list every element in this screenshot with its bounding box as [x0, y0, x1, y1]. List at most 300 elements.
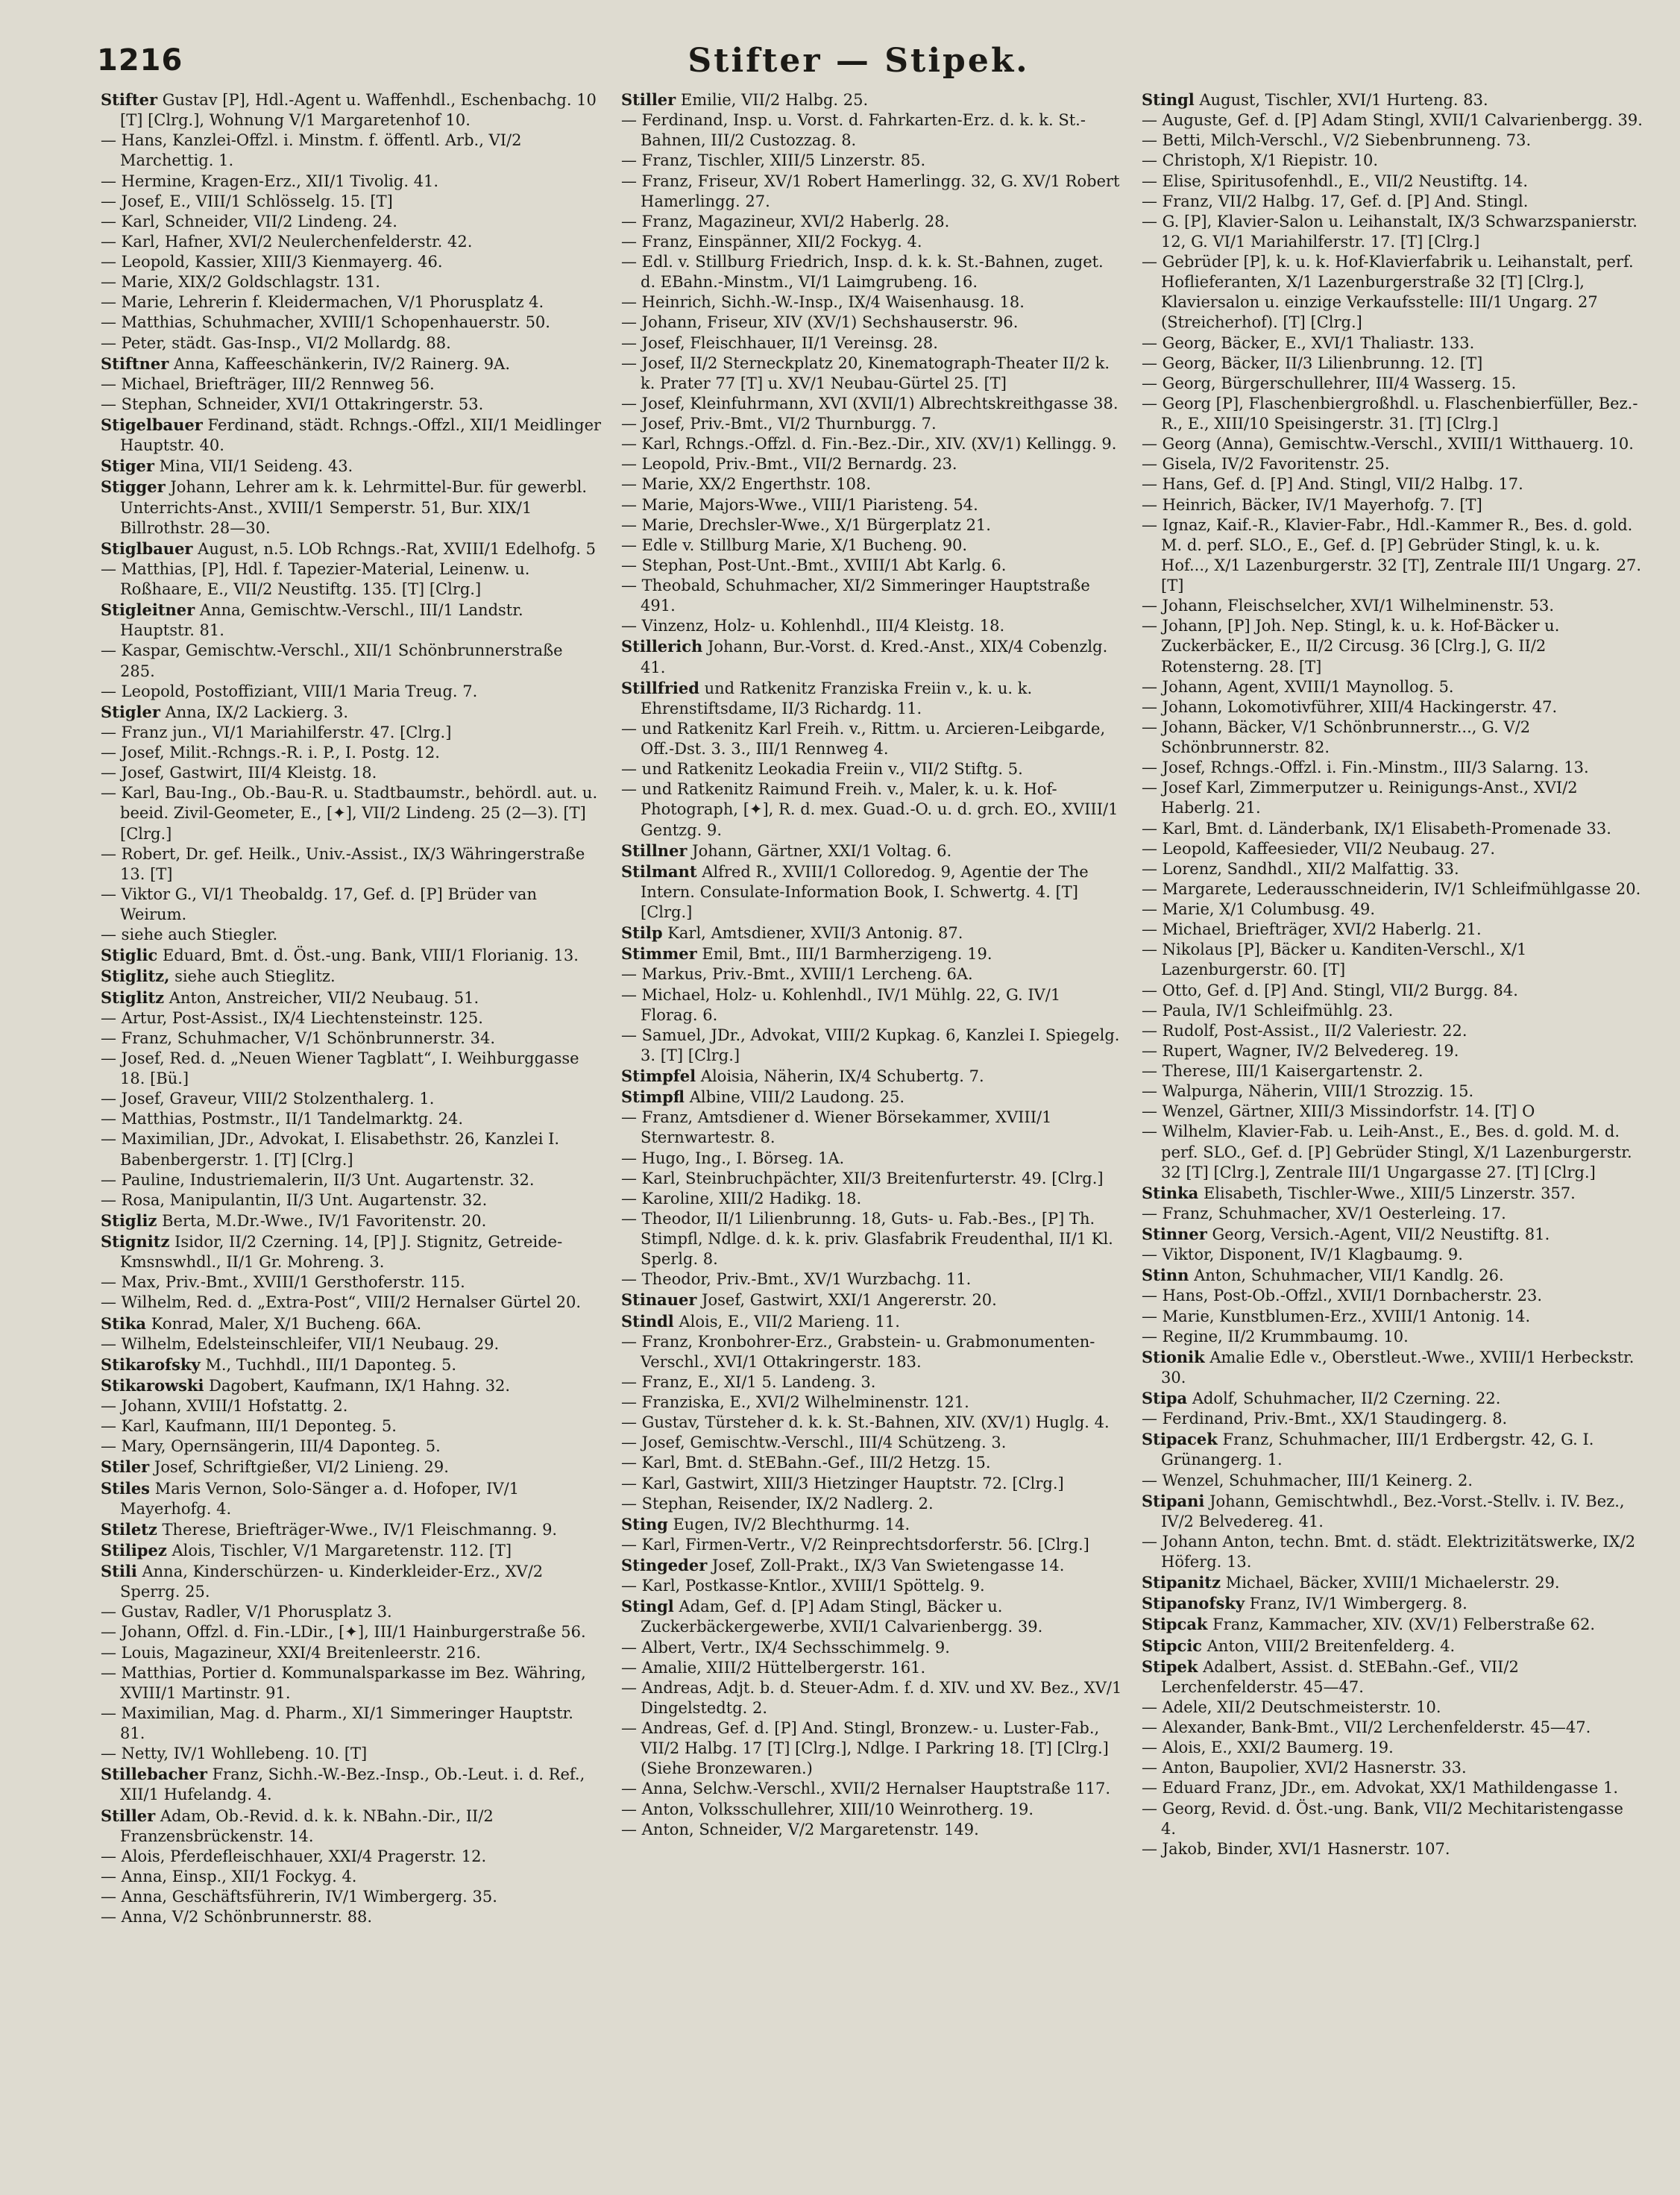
directory-entry: [621, 252, 1122, 292]
directory-entry: [101, 1643, 602, 1663]
entry-text: Adam, Gef. d. [P] Adam Stingl, Bäcker u. Zuckerbäckergewerbe, XVII/1 Calvarienbergg. 39.: [641, 1598, 1043, 1636]
entry-text: — Anna, Einsp., XII/1 Fockyg. 4.: [101, 1867, 357, 1885]
directory-entry: [101, 1190, 602, 1210]
entry-text: — G. [P], Klavier-Salon u. Leihanstalt, IX/3 Schwarzspanierstr. 12, G. VI/1 Mariahilferstr. 17. [T] [Clrg.]: [1142, 212, 1637, 251]
directory-entry: [1142, 697, 1643, 717]
entry-text: — siehe auch Stiegler.: [101, 926, 278, 944]
entry-text: — Anton, Volksschullehrer, XIII/10 Weinrotherg. 19.: [621, 1800, 1034, 1818]
entry-surname: Stilp: [621, 923, 663, 943]
directory-entry: [101, 1416, 602, 1436]
directory-entry: [101, 1561, 602, 1602]
entry-text: M., Tuchhdl., III/1 Daponteg. 5.: [200, 1355, 457, 1374]
directory-entry: [621, 1535, 1122, 1555]
directory-entry: [101, 1210, 602, 1231]
directory-entry: [1142, 1041, 1643, 1061]
directory-entry: [621, 678, 1122, 719]
directory-entry: [101, 702, 602, 723]
directory-entry: [621, 232, 1122, 252]
entry-text: — Nikolaus [P], Bäcker u. Kanditen-Verschl., X/1 Lazenburgerstr. 60. [T]: [1142, 941, 1527, 979]
entry-text: — Therese, III/1 Kaisergartenstr. 2.: [1142, 1062, 1423, 1080]
entry-text: — Leopold, Kassier, XIII/3 Kienmayerg. 46.: [101, 253, 443, 271]
directory-entry: [101, 1519, 602, 1540]
directory-entry: [621, 1658, 1122, 1678]
directory-entry: [101, 1847, 602, 1867]
entry-text: Dagobert, Kaufmann, IX/1 Hahng. 32.: [204, 1376, 511, 1395]
directory-entry: [101, 1231, 602, 1272]
entry-text: Aloisia, Näherin, IX/4 Schubertg. 7.: [696, 1067, 984, 1085]
directory-entry: [101, 90, 602, 131]
entry-text: Anton, Schuhmacher, VII/1 Kandlg. 26.: [1189, 1266, 1504, 1285]
entry-text: — Karl, Schneider, VII/2 Lindeng. 24.: [101, 212, 397, 230]
directory-entry: [621, 110, 1122, 151]
directory-entry: [101, 783, 602, 844]
entry-text: Therese, Briefträger-Wwe., IV/1 Fleischmanng. 9.: [157, 1520, 558, 1539]
entry-text: — Josef, Kleinfuhrmann, XVI (XVII/1) Albrechtskreithgasse 38.: [621, 394, 1119, 412]
entry-text: — Josef, Rchngs.-Offzl. i. Fin.-Minstm., III/3 Salarng. 13.: [1142, 759, 1589, 777]
entry-text: Eduard, Bmt. d. Öst.-ung. Bank, VIII/1 Florianig. 13.: [157, 946, 579, 965]
directory-entry: [1142, 131, 1643, 151]
directory-entry: [101, 232, 602, 252]
entry-text: Alois, Tischler, V/1 Margaretenstr. 112. [T]: [166, 1541, 512, 1560]
entry-text: — Mary, Opernsängerin, III/4 Daponteg. 5.: [101, 1437, 441, 1456]
entry-surname: Stingl: [1142, 90, 1195, 109]
entry-text: Johann, Gemischtwhdl., Bez.-Vorst.-Stellv. i. IV. Bez., IV/2 Belvedereg. 41.: [1161, 1492, 1625, 1530]
directory-entry: [621, 1209, 1122, 1269]
directory-entry: [101, 192, 602, 212]
entry-text: — Marie, Lehrerin f. Kleidermachen, V/1 Phorusplatz 4.: [101, 293, 544, 312]
directory-entry: [621, 636, 1122, 677]
directory-entry: [621, 1576, 1122, 1596]
directory-entry: [101, 1272, 602, 1293]
directory-entry: [101, 1887, 602, 1907]
entry-text: — Matthias, Portier d. Kommunalsparkasse im Bez. Währing, XVIII/1 Martinstr. 91.: [101, 1663, 586, 1702]
entry-text: Maris Vernon, Solo-Sänger a. d. Hofoper, IV/1 Mayerhofg. 4.: [120, 1479, 520, 1518]
entry-text: — Karoline, XIII/2 Hadikg. 18.: [621, 1189, 862, 1208]
entry-surname: Stiglitz: [101, 987, 165, 1007]
directory-entry: [621, 616, 1122, 636]
entry-text: — Johann, Fleischselcher, XVI/1 Wilhelminenstr. 53.: [1142, 597, 1555, 615]
directory-entry: [621, 454, 1122, 474]
entry-text: — Karl, Hafner, XVI/2 Neulerchenfelderstr. 42.: [101, 232, 473, 251]
entry-text: — Rudolf, Post-Assist., II/2 Valeriestr. 22.: [1142, 1021, 1467, 1040]
entry-text: — Josef Karl, Zimmerputzer u. Reinigungs-Anst., XVI/2 Haberlg. 21.: [1142, 779, 1578, 817]
entry-text: — Karl, Firmen-Vertr., V/2 Reinprechtsdorferstr. 56. [Clrg.]: [621, 1535, 1089, 1554]
entry-text: — Karl, Bmt. d. Länderbank, IX/1 Elisabeth-Promenade 33.: [1142, 819, 1611, 838]
directory-entry: [1142, 495, 1643, 515]
directory-entry: [1142, 192, 1643, 212]
entry-text: Anna, IX/2 Lackierg. 3.: [160, 703, 349, 721]
directory-entry: [101, 945, 602, 966]
directory-entry: [1142, 1532, 1643, 1572]
directory-entry: [101, 1109, 602, 1129]
directory-entry: [1142, 1307, 1643, 1327]
directory-entry: [1142, 859, 1643, 879]
directory-entry: [621, 212, 1122, 232]
entry-text: — Stephan, Reisender, IX/2 Nadlerg. 2.: [621, 1494, 934, 1513]
entry-text: — Ignaz, Kaif.-R., Klavier-Fabr., Hdl.-Kammer R., Bes. d. gold. M. d. perf. SLO., E., Gef. d. [P] Gebrüder Stingl, k. u. k. Hof..., X/1 Lazenburgerstr. 32 [T], Zentrale III/1 Ungarg. 27. [T]: [1142, 515, 1642, 594]
entry-text: — Josef, E., VIII/1 Schlösselg. 15. [T]: [101, 192, 393, 210]
entry-text: Georg, Versich.-Agent, VII/2 Neustiftg. 81.: [1206, 1225, 1550, 1243]
directory-entry: [621, 1087, 1122, 1108]
directory-entry: [101, 844, 602, 885]
directory-entry: [621, 1453, 1122, 1473]
entry-text: — Albert, Vertr., IX/4 Sechsschimmelg. 9.: [621, 1638, 950, 1657]
directory-entry: [101, 1602, 602, 1622]
directory-entry: [1142, 333, 1643, 354]
entry-text: — Hans, Kanzlei-Offzl. i. Minstm. f. öffentl. Arb., VI/2 Marchettig. 1.: [101, 131, 522, 170]
directory-entry: [621, 964, 1122, 985]
directory-entry: [621, 90, 1122, 110]
directory-entry: [101, 1703, 602, 1744]
directory-entry: [621, 313, 1122, 333]
directory-entry: [101, 682, 602, 702]
entry-text: — Karl, Bmt. d. StEBahn.-Gef., III/2 Hetzg. 15.: [621, 1454, 991, 1472]
directory-entry: [1142, 616, 1643, 676]
entry-text: — Josef, Gastwirt, III/4 Kleistg. 18.: [101, 764, 377, 782]
entry-text: — Rosa, Manipulantin, II/3 Unt. Augartenstr. 32.: [101, 1190, 488, 1209]
directory-entry: [101, 395, 602, 415]
directory-entry: [101, 723, 602, 743]
directory-entry: [101, 885, 602, 925]
directory-entry: [621, 1290, 1122, 1310]
entry-surname: Stionik: [1142, 1347, 1205, 1366]
entry-text: — Heinrich, Bäcker, IV/1 Mayerhofg. 7. [T]: [1142, 495, 1482, 514]
entry-text: — Josef, Priv.-Bmt., VI/2 Thurnburgg. 7.: [621, 415, 937, 433]
entry-text: — Johann, XVIII/1 Hofstattg. 2.: [101, 1397, 348, 1415]
entry-text: — Georg [P], Flaschenbiergroßhdl. u. Flaschenbierfüller, Bez.-R., E., XIII/10 Speisingerstr. 31. [T] [Clrg.]: [1142, 394, 1638, 433]
entry-text: — Peter, städt. Gas-Insp., VI/2 Mollardg. 88.: [101, 333, 451, 352]
entry-text: — Wilhelm, Klavier-Fab. u. Leih-Anst., E., Bes. d. gold. M. d. perf. SLO., Gef. d. [P] Gebrüder Stingl, X/1 Lazenburgerstr. 32 [T] [Clrg.], Zentrale III/1 Ungargasse 27. [T] [Clrg.]: [1142, 1122, 1632, 1181]
directory-entry: [101, 1663, 602, 1703]
entry-text: — Theobald, Schuhmacher, XI/2 Simmeringer Hauptstraße 491.: [621, 577, 1090, 615]
entry-text: — Christoph, X/1 Riepistr. 10.: [1142, 151, 1379, 170]
directory-entry: [101, 1049, 602, 1089]
directory-entry: [1142, 1061, 1643, 1081]
entry-text: — Ferdinand, Priv.-Bmt., XX/1 Staudingerg. 8.: [1142, 1410, 1508, 1428]
entry-text: — Netty, IV/1 Wohllebeng. 10. [T]: [101, 1745, 368, 1763]
entry-text: — Marie, XX/2 Engerthstr. 108.: [621, 475, 872, 494]
entry-text: — Artur, Post-Assist., IX/4 Liechtensteinstr. 125.: [101, 1008, 483, 1027]
entry-text: Emilie, VII/2 Halbg. 25.: [676, 91, 869, 109]
entry-text: — Regine, II/2 Krummbaumg. 10.: [1142, 1327, 1409, 1345]
entry-text: — Walpurga, Näherin, VIII/1 Strozzig. 15.: [1142, 1082, 1474, 1101]
entry-text: — Franz, Schuhmacher, V/1 Schönbrunnerstr. 34.: [101, 1029, 496, 1047]
entry-text: — Karl, Kaufmann, III/1 Deponteg. 5.: [101, 1417, 397, 1436]
directory-entry: [1142, 717, 1643, 758]
entry-text: — Anna, Geschäftsführerin, IV/1 Wimbergerg. 35.: [101, 1888, 497, 1906]
entry-text: Konrad, Maler, X/1 Bucheng. 66A.: [146, 1314, 422, 1333]
entry-text: — Franz, E., XI/1 5. Landeng. 3.: [621, 1372, 876, 1391]
directory-entry: [621, 1638, 1122, 1658]
entry-text: — Edle v. Stillburg Marie, X/1 Bucheng. 90.: [621, 536, 968, 554]
directory-entry: [101, 1354, 602, 1375]
directory-entry: [101, 1806, 602, 1847]
entry-surname: Stignitz: [101, 1232, 170, 1251]
entry-surname: Stiller: [101, 1806, 156, 1825]
directory-entry: [101, 354, 602, 374]
directory-entry: [101, 333, 602, 354]
entry-text: Elisabeth, Tischler-Wwe., XIII/5 Linzerstr. 357.: [1198, 1184, 1576, 1202]
directory-entry: [1142, 1593, 1643, 1614]
entry-surname: Stipcic: [1142, 1636, 1203, 1655]
entry-text: Adam, Ob.-Revid. d. k. k. NBahn.-Dir., II/2 Franzensbrückenstr. 14.: [120, 1806, 494, 1845]
directory-entry: [1142, 1122, 1643, 1182]
directory-entry: [101, 1764, 602, 1805]
entry-surname: Stimpfl: [621, 1087, 685, 1107]
directory-entry: [1142, 1286, 1643, 1306]
directory-entry: [621, 292, 1122, 313]
entry-text: — Karl, Postkasse-Kntlor., XVIII/1 Spöttelg. 9.: [621, 1577, 985, 1595]
directory-entry: [621, 1779, 1122, 1799]
directory-entry: [101, 313, 602, 333]
directory-column-2: [621, 90, 1122, 2163]
directory-entry: [1142, 1388, 1643, 1409]
entry-text: — Otto, Gef. d. [P] And. Stingl, VII/2 Burgg. 84.: [1142, 981, 1518, 999]
directory-entry: [1142, 1839, 1643, 1859]
directory-entry: [1142, 90, 1643, 110]
directory-entry: [101, 1867, 602, 1887]
directory-entry: [621, 414, 1122, 434]
entry-text: Johann, Lehrer am k. k. Lehrmittel-Bur. für gewerbl. Unterrichts-Anst., XVIII/1 Semperstr. 51, Bur. XIX/1 Billrothstr. 28—30.: [120, 478, 588, 537]
entry-text: — Pauline, Industriemalerin, II/3 Unt. Augartenstr. 32.: [101, 1170, 535, 1189]
entry-text: Josef, Gastwirt, XXI/1 Angererstr. 20.: [696, 1291, 997, 1310]
entry-text: — Leopold, Priv.-Bmt., VII/2 Bernardg. 23.: [621, 455, 957, 474]
entry-text: — Alexander, Bank-Bmt., VII/2 Lerchenfelderstr. 45—47.: [1142, 1718, 1591, 1736]
entry-text: — Samuel, JDr., Advokat, VIII/2 Kupkag. 6, Kanzlei I. Spiegelg. 3. [T] [Clrg.]: [621, 1026, 1120, 1064]
entry-surname: Stingeder: [621, 1556, 708, 1574]
entry-text: — Josef, II/2 Sterneckplatz 20, Kinematograph-Theater II/2 k. k. Prater 77 [T] u. XV/1 Neubau-Gürtel 25. [T]: [621, 354, 1110, 392]
entry-text: — Georg, Bäcker, II/3 Lilienbrunng. 12. [T]: [1142, 354, 1483, 372]
entry-text: — Wilhelm, Edelsteinschleifer, VII/1 Neubaug. 29.: [101, 1334, 500, 1353]
directory-entry: [101, 1293, 602, 1313]
directory-entry: [621, 985, 1122, 1026]
entry-text: — Johann, Lokomotivführer, XIII/4 Hackingerstr. 47.: [1142, 697, 1558, 716]
entry-text: — Johann, Friseur, XIV (XV/1) Sechshauserstr. 96.: [621, 313, 1019, 332]
entry-text: — Michael, Holz- u. Kohlenhdl., IV/1 Mühlg. 22, G. IV/1 Florag. 6.: [621, 985, 1061, 1024]
entry-surname: Stinauer: [621, 1290, 697, 1310]
entry-text: Alois, E., VII/2 Marieng. 11.: [673, 1312, 900, 1331]
entry-text: Franz, Sichh.-W.-Bez.-Insp., Ob.-Leut. i. d. Ref., XII/1 Hufelandg. 4.: [120, 1765, 585, 1804]
entry-surname: Stikarowski: [101, 1375, 204, 1395]
entry-surname: Stillebacher: [101, 1765, 207, 1784]
entry-text: — Betti, Milch-Verschl., V/2 Siebenbrunneng. 73.: [1142, 131, 1532, 150]
entry-text: — Gustav, Türsteher d. k. k. St.-Bahnen, XIV. (XV/1) Huglg. 4.: [621, 1413, 1110, 1432]
directory-entry: [101, 1457, 602, 1478]
entry-surname: Stipek: [1142, 1657, 1198, 1676]
directory-entry: [101, 415, 602, 456]
directory-column-1: [101, 90, 602, 2163]
directory-entry: [1142, 1738, 1643, 1758]
entry-text: — Anton, Schneider, V/2 Margaretenstr. 149.: [621, 1820, 979, 1838]
directory-entry: [1142, 940, 1643, 980]
directory-entry: [101, 1334, 602, 1354]
directory-entry: [621, 1269, 1122, 1290]
entry-text: — Marie, Drechsler-Wwe., X/1 Bürgerplatz 21.: [621, 515, 991, 534]
directory-entry: [1142, 1183, 1643, 1204]
entry-text: — Stephan, Post-Unt.-Bmt., XVIII/1 Abt Karlg. 6.: [621, 556, 1007, 574]
entry-text: — Max, Priv.-Bmt., XVIII/1 Gersthoferstr. 115.: [101, 1273, 465, 1292]
directory-entry: [1142, 1081, 1643, 1102]
directory-entry: [621, 172, 1122, 212]
directory-entry: [1142, 758, 1643, 778]
directory-entry: [621, 1820, 1122, 1840]
entry-surname: Stilmant: [621, 861, 697, 881]
entry-text: — Karl, Bau-Ing., Ob.-Bau-R. u. Stadtbaumstr., behördl. aut. u. beeid. Zivil-Geometer, E., [✦], VII/2 Lindeng. 25 (2—3). [T] [Clrg.]: [101, 784, 598, 843]
directory-entry: [1142, 434, 1643, 454]
entry-text: — Georg, Bürgerschullehrer, III/4 Wasserg. 15.: [1142, 374, 1517, 392]
page-number: 1216: [97, 43, 183, 78]
entry-text: — Johann Anton, techn. Bmt. d. städt. Elektrizitätswerke, IX/2 Höferg. 13.: [1142, 1532, 1636, 1571]
entry-text: Franz, IV/1 Wimbergerg. 8.: [1245, 1595, 1467, 1613]
directory-columns: [101, 90, 1643, 2163]
entry-text: — Heinrich, Sichh.-W.-Insp., IX/4 Waisenhausg. 18.: [621, 293, 1025, 312]
entry-surname: Stinn: [1142, 1266, 1189, 1285]
entry-surname: Stiglitz,: [101, 967, 170, 986]
directory-entry: [1142, 1265, 1643, 1286]
directory-entry: [1142, 819, 1643, 839]
directory-entry: [1142, 1001, 1643, 1021]
directory-entry: [1142, 596, 1643, 616]
directory-entry: [101, 763, 602, 783]
entry-surname: Stimpfel: [621, 1067, 696, 1085]
entry-text: — Franz, Amtsdiener d. Wiener Börsekammer, XVIII/1 Sternwartestr. 8.: [621, 1108, 1052, 1147]
entry-surname: Stinka: [1142, 1183, 1199, 1202]
entry-text: Anna, Kinderschürzen- u. Kinderkleider-Erz., XV/2 Sperrg. 25.: [120, 1563, 544, 1601]
directory-entry: [1142, 1718, 1643, 1738]
directory-entry: [621, 1108, 1122, 1148]
entry-text: — Karl, Steinbruchpächter, XII/3 Breitenfurterstr. 49. [Clrg.]: [621, 1169, 1104, 1187]
directory-entry: [1142, 252, 1643, 333]
directory-entry: [621, 434, 1122, 454]
directory-entry: [1142, 1491, 1643, 1532]
directory-entry: [101, 538, 602, 559]
entry-text: — Edl. v. Stillburg Friedrich, Insp. d. k. k. St.-Bahnen, zuget. d. EBahn.-Minstm., VI/1 Laimgrubeng. 16.: [621, 253, 1104, 292]
directory-entry: [621, 1149, 1122, 1169]
directory-entry: [1142, 1778, 1643, 1798]
directory-entry: [621, 576, 1122, 616]
entry-text: Anna, Kaffeeschänkerin, IV/2 Rainerg. 9A.: [169, 354, 511, 373]
directory-entry: [101, 1540, 602, 1561]
entry-text: Franz, Kammacher, XIV. (XV/1) Felberstraße 62.: [1207, 1615, 1596, 1634]
directory-entry: [621, 1169, 1122, 1189]
directory-entry: [621, 1392, 1122, 1413]
entry-surname: Stipanitz: [1142, 1573, 1221, 1592]
entry-text: — Hermine, Kragen-Erz., XII/1 Tivolig. 41.: [101, 172, 439, 190]
entry-text: — Robert, Dr. gef. Heilk., Univ.-Assist., IX/3 Währingerstraße 13. [T]: [101, 844, 585, 883]
directory-entry: [1142, 879, 1643, 899]
directory-entry: [101, 477, 602, 538]
directory-entry: [101, 1089, 602, 1109]
entry-text: — Michael, Briefträger, III/2 Rennweg 56.: [101, 374, 435, 393]
entry-text: — Karl, Gastwirt, XIII/3 Hietzinger Hauptstr. 72. [Clrg.]: [621, 1474, 1064, 1492]
directory-entry: [621, 354, 1122, 394]
directory-entry: [101, 1744, 602, 1764]
entry-text: — Viktor G., VI/1 Theobaldg. 17, Gef. d. [P] Brüder van Weirum.: [101, 885, 537, 923]
entry-text: — Franziska, E., XVI/2 Wilhelminenstr. 121.: [621, 1393, 969, 1411]
entry-text: — Paula, IV/1 Schleifmühlg. 23.: [1142, 1001, 1394, 1020]
entry-text: Mina, VII/1 Seideng. 43.: [154, 457, 353, 476]
entry-surname: Stigleitner: [101, 600, 195, 620]
entry-surname: Stiftner: [101, 354, 169, 373]
directory-column-3: [1142, 90, 1643, 2163]
directory-entry: [621, 943, 1122, 964]
entry-text: — Wenzel, Schuhmacher, III/1 Keinerg. 2.: [1142, 1471, 1473, 1489]
directory-entry: [101, 1313, 602, 1334]
directory-entry: [621, 1189, 1122, 1209]
entry-text: — Wenzel, Gärtner, XIII/3 Missindorfstr. 14. [T] O: [1142, 1102, 1535, 1121]
entry-surname: Stimmer: [621, 944, 697, 964]
entry-surname: Stilipez: [101, 1540, 167, 1560]
directory-entry: [621, 841, 1122, 861]
entry-text: — Wilhelm, Red. d. „Extra-Post“, VIII/2 Hernalser Gürtel 20.: [101, 1293, 582, 1312]
entry-text: — Leopold, Kaffeesieder, VII/2 Neubaug. 27.: [1142, 839, 1496, 858]
directory-entry: [101, 1375, 602, 1396]
entry-surname: Stillerich: [621, 637, 703, 656]
entry-text: — Josef, Graveur, VIII/2 Stolzenthalerg. 1.: [101, 1090, 435, 1108]
entry-text: — Hans, Gef. d. [P] And. Stingl, VII/2 Halbg. 17.: [1142, 475, 1523, 494]
entry-surname: Stiger: [101, 456, 154, 476]
entry-text: Anton, Anstreicher, VII/2 Neubaug. 51.: [164, 988, 479, 1007]
entry-surname: Stili: [101, 1562, 137, 1580]
directory-entry: [1142, 354, 1643, 374]
entry-text: — Gebrüder [P], k. u. k. Hof-Klavierfabrik u. Leihanstalt, perf. Hoflieferanten, X/1 Lazenburgerstraße 32 [T] [Clrg.], Klaviersalon u. einzige Verkaufsstelle: III/1 Ungarg. 27 (Streicherhof). [T] [Clrg.]: [1142, 253, 1634, 332]
directory-entry: [1142, 1245, 1643, 1265]
entry-text: Amalie Edle v., Oberstleut.-Wwe., XVIII/1 Herbeckstr. 30.: [1161, 1348, 1635, 1387]
entry-text: Johann, Bur.-Vorst. d. Kred.-Anst., XIX/4 Cobenzlg. 41.: [641, 638, 1108, 676]
directory-entry: [101, 172, 602, 192]
entry-surname: Stillner: [621, 841, 688, 860]
entry-surname: Stiler: [101, 1457, 150, 1477]
directory-entry: [101, 212, 602, 232]
entry-text: — Alois, E., XXI/2 Baumerg. 19.: [1142, 1739, 1394, 1757]
entry-text: Albine, VIII/2 Laudong. 25.: [685, 1088, 905, 1107]
directory-entry: [101, 272, 602, 292]
directory-entry: [101, 641, 602, 681]
directory-entry: [621, 556, 1122, 576]
directory-entry: [101, 925, 602, 945]
entry-surname: Stinner: [1142, 1225, 1207, 1243]
entry-text: Ferdinand, städt. Rchngs.-Offzl., XII/1 Meidlinger Hauptstr. 40.: [120, 416, 602, 455]
directory-entry: [621, 861, 1122, 923]
entry-text: Alfred R., XVIII/1 Colloredog. 9, Agentie der The Intern. Consulate-Information Book, I. Schwertg. 4. [T] [Clrg.]: [641, 862, 1089, 921]
directory-entry: [101, 1622, 602, 1642]
entry-surname: Stipa: [1142, 1389, 1188, 1407]
directory-entry: [1142, 1614, 1643, 1635]
entry-text: Karl, Amtsdiener, XVII/3 Antonig. 87.: [662, 924, 963, 943]
entry-text: — Josef, Fleischhauer, II/1 Vereinsg. 28.: [621, 333, 938, 352]
entry-surname: Stipanofsky: [1142, 1594, 1245, 1613]
directory-entry: [1142, 374, 1643, 394]
entry-text: — Gustav, Radler, V/1 Phorusplatz 3.: [101, 1603, 392, 1621]
entry-text: — Ferdinand, Insp. u. Vorst. d. Fahrkarten-Erz. d. k. k. St.-Bahnen, III/2 Custozzag. 8.: [621, 111, 1086, 150]
directory-entry: [621, 394, 1122, 414]
entry-surname: Stikarofsky: [101, 1354, 201, 1374]
entry-text: und Ratkenitz Franziska Freiin v., k. u. k. Ehrenstiftsdame, II/3 Richardg. 11.: [641, 679, 1033, 717]
directory-entry: [101, 743, 602, 763]
entry-text: — Josef, Red. d. „Neuen Wiener Tagblatt“, I. Weihburggasse 18. [Bü.]: [101, 1049, 579, 1087]
directory-entry: [621, 1514, 1122, 1535]
directory-entry: [621, 333, 1122, 354]
directory-entry: [621, 151, 1122, 171]
directory-entry: [101, 252, 602, 272]
directory-entry: [1142, 1347, 1643, 1388]
entry-surname: Stiletz: [101, 1519, 157, 1539]
entry-text: Franz, Schuhmacher, III/1 Erdbergstr. 42, G. I. Grünangerg. 1.: [1161, 1431, 1594, 1469]
entry-surname: Stigler: [101, 702, 160, 721]
entry-text: — Josef, Gemischtw.-Verschl., III/4 Schützeng. 3.: [621, 1433, 1007, 1452]
entry-text: August, n.5. LOb Rchngs.-Rat, XVIII/1 Edelhofg. 5: [192, 539, 596, 558]
entry-surname: Stindl: [621, 1311, 674, 1331]
